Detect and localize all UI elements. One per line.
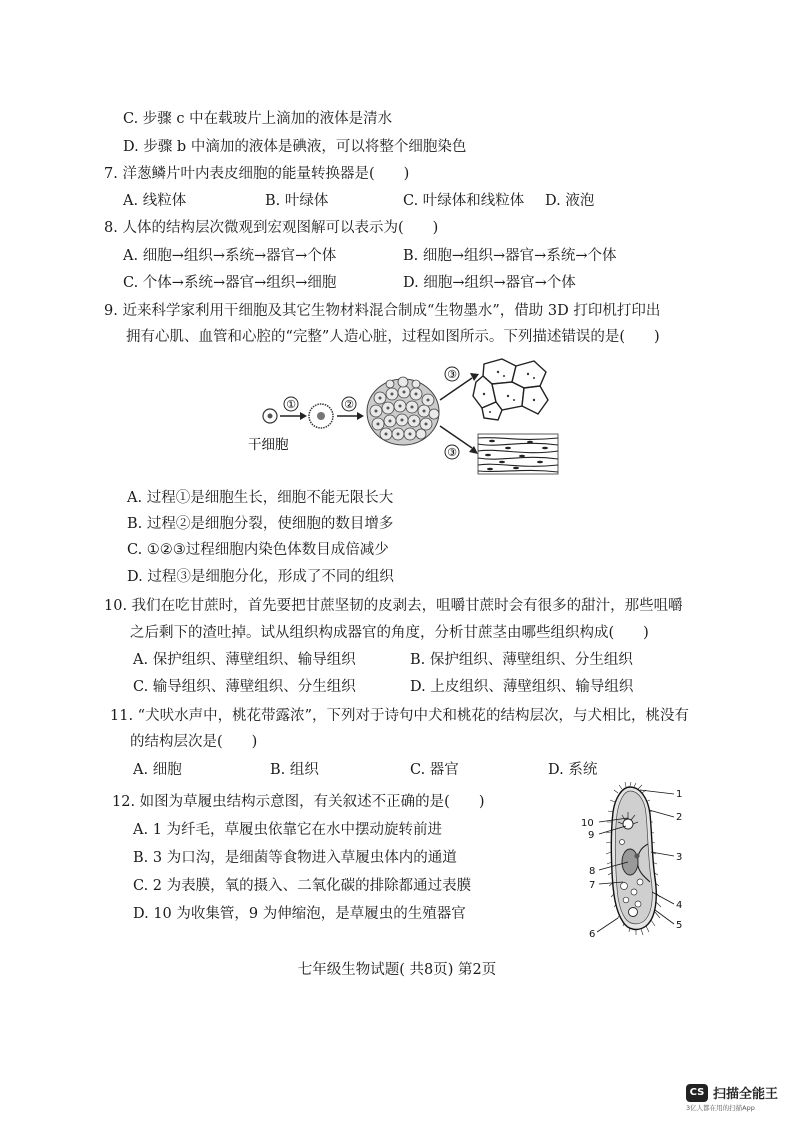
q12-stem: 12. 如图为草履虫结构示意图，有关叙述不正确的是( ) — [112, 794, 485, 810]
step-3-label-bottom: ③ — [447, 446, 457, 459]
q9-stem-line1: 9. 近来科学家利用干细胞及其它生物材料混合制成“生物墨水”，借助 3D 打印机打印出 — [104, 303, 661, 319]
q12-option-c: C. 2 为表膜，氧的摄入、二氧化碳的排除都通过表膜 — [133, 878, 472, 894]
muscle-tissue — [478, 434, 558, 474]
page-footer: 七年级生物试题( 共8页) 第2页 — [297, 962, 497, 978]
q9-stem-line2: 拥有心肌、血管和心腔的“完整”人造心脏，过程如图所示。下列描述错误的是( ) — [126, 329, 660, 345]
contractile-vacuole-top — [623, 819, 633, 829]
step-1-label: ① — [286, 398, 296, 411]
scanner-brand-name: 扫描全能王 — [713, 1087, 779, 1102]
q10-stem-line2: 之后剩下的渣吐掉。试从组织构成器官的角度，分析甘蔗茎由哪些组织构成( ) — [130, 625, 649, 641]
label-9: 9 — [588, 830, 595, 841]
q10-option-c: C. 输导组织、薄壁组织、分生组织 — [133, 679, 356, 695]
q9-option-a: A. 过程①是细胞生长，细胞不能无限长大 — [127, 490, 394, 506]
label-1: 1 — [676, 789, 683, 800]
q8-option-d: D. 细胞→组织→器官→个体 — [403, 275, 576, 291]
label-5: 5 — [676, 920, 683, 931]
q11-option-d: D. 系统 — [548, 762, 598, 778]
q11-stem-line2: 的结构层次是( ) — [130, 734, 258, 750]
step-2-label: ② — [344, 398, 354, 411]
step-3-label-top: ③ — [447, 368, 457, 381]
q10-option-d: D. 上皮组织、薄壁组织、输导组织 — [410, 679, 634, 695]
q6-option-c: C. 步骤 c 中在载玻片上滴加的液体是清水 — [123, 111, 393, 127]
q11-stem-line1: 11. “犬吠水声中，桃花带露浓”，下列对于诗句中犬和桃花的结构层次，与犬相比，桃没有 — [110, 708, 689, 724]
q6-option-d: D. 步骤 b 中滴加的液体是碘液，可以将整个细胞染色 — [123, 139, 467, 155]
q12-option-a: A. 1 为纤毛，草履虫依靠它在水中摆动旋转前进 — [133, 822, 443, 838]
stem-cell-process-figure — [240, 356, 570, 481]
q9-option-b: B. 过程②是细胞分裂，使细胞的数目增多 — [127, 516, 394, 532]
q11-option-b: B. 组织 — [270, 762, 319, 778]
label-4: 4 — [676, 900, 683, 911]
label-8: 8 — [589, 866, 596, 877]
q8-stem: 8. 人体的结构层次微观到宏观图解可以表示为( ) — [104, 220, 439, 236]
paramecium-figure — [578, 782, 690, 950]
label-10: 10 — [581, 818, 594, 829]
cardiac-tissue — [473, 359, 548, 420]
contractile-vacuole-bottom — [629, 908, 638, 917]
q11-option-a: A. 细胞 — [133, 762, 182, 778]
label-6: 6 — [589, 929, 596, 940]
q10-option-b: B. 保护组织、薄壁组织、分生组织 — [410, 652, 633, 668]
q8-option-c: C. 个体→系统→器官→组织→细胞 — [123, 275, 337, 291]
cell-cluster — [367, 377, 439, 445]
macronucleus — [622, 849, 638, 875]
label-3: 3 — [676, 852, 683, 863]
q7-option-a: A. 线粒体 — [123, 193, 187, 209]
q7-stem: 7. 洋葱鳞片叶内表皮细胞的能量转换器是( ) — [104, 166, 410, 182]
q9-option-d: D. 过程③是细胞分化，形成了不同的组织 — [127, 569, 394, 585]
scanner-logo-icon: CS — [686, 1084, 708, 1102]
q7-option-b: B. 叶绿体 — [265, 193, 329, 209]
label-2: 2 — [676, 812, 683, 823]
label-7: 7 — [589, 880, 596, 891]
q10-option-a: A. 保护组织、薄壁组织、输导组织 — [133, 652, 356, 668]
q11-option-c: C. 器官 — [410, 762, 459, 778]
q9-option-c: C. ①②③过程细胞内染色体数目成倍减少 — [127, 542, 389, 558]
q8-option-b: B. 细胞→组织→器官→系统→个体 — [403, 248, 617, 264]
q8-option-a: A. 细胞→组织→系统→器官→个体 — [123, 248, 337, 264]
q12-option-b: B. 3 为口沟，是细菌等食物进入草履虫体内的通道 — [133, 850, 457, 866]
q7-option-d: D. 液泡 — [545, 193, 595, 209]
stem-cell-label: 干细胞 — [248, 437, 289, 453]
q12-option-d: D. 10 为收集管，9 为伸缩泡，是草履虫的生殖器官 — [133, 906, 466, 922]
q10-stem-line1: 10. 我们在吃甘蔗时，首先要把甘蔗坚韧的皮剥去，咀嚼甘蔗时会有很多的甜汁，那些咀嚼 — [104, 598, 683, 614]
scanner-watermark — [686, 1083, 778, 1102]
q7-option-c: C. 叶绿体和线粒体 — [403, 193, 525, 209]
scanner-tagline: 3亿人都在用的扫描App — [686, 1104, 755, 1112]
